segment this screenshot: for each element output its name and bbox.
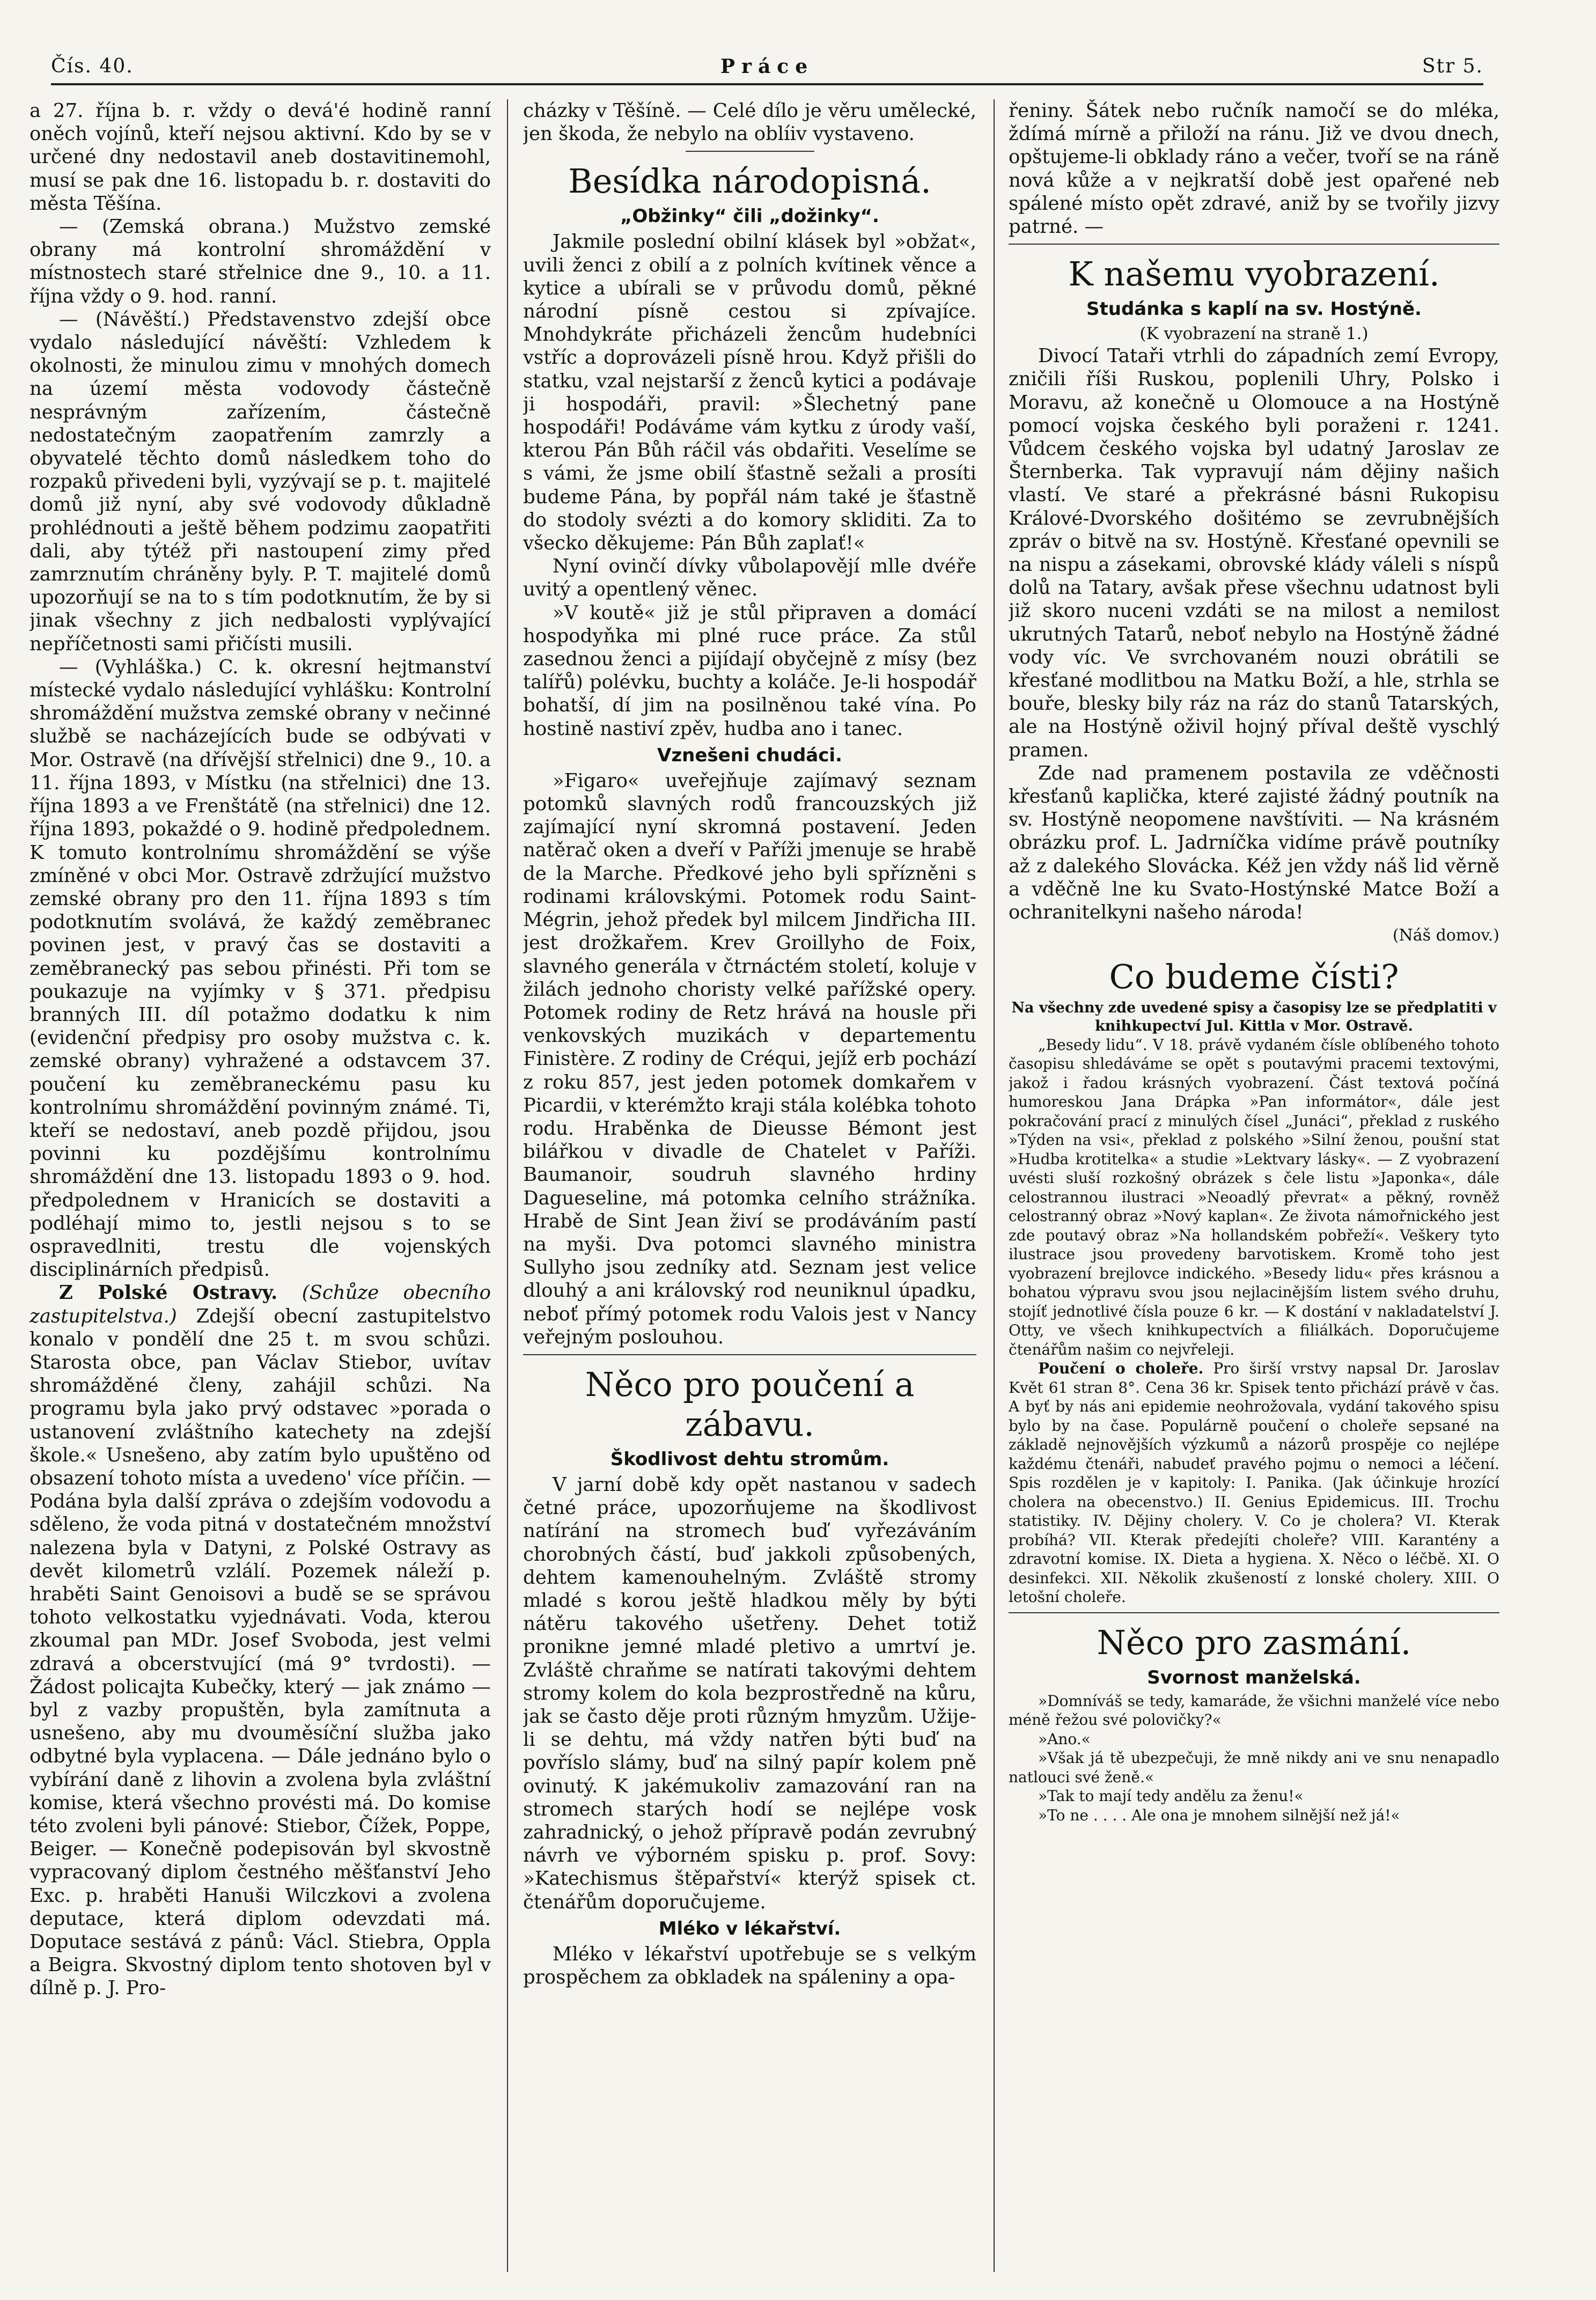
article-paragraph: — (Vyhláška.) C. k. okresní hejtmanství místecké vydalo následující vyhlášku: Kontrolní shromáždění mužstva zemské obrany v nečinné službě se nacházejících bude se odbývati v Mor. Ostravě (na dřívější střelnici) dne 9., 10. a 11. října 1893, v Místku (na střelnici) dne 13. října 1893 a ve Frenštátě (na střelnici) dne 12. října 1893, pokaždé o 9. hodině předpolednem. K tomuto kontrolnímu shromáždění se výše zmíněné v obci Mor. Ostravě zdržující mužstvo zemské obrany pro den 11. října 1893 s tím podotknutím svolává, že každý zeměbranec povinen jest, v pravý čas se dostaviti a zeměbranecký pas sebou přinésti. Při tom se poukazuje na vyjímky v § 371. předpisu branných III. díl potažmo dodatku k nim (evidenční předpisy pro osoby mužstva c. k. zemské obrany) vyhražené a odstavcem 37. poučení ku zeměbraneckému pasu ku kontrolnímu shromáždění povinným známé. Ti, kteří se nedostaví, aneb pozdě přijdou, jsou povinni ku pozdějšímu kontrolnímu shromáždění dne 13. listopadu 1893 o 9. hod. předpolednem v Hranicích se dostaviti a podléhají mimo to, jestli nejsou s to se ospravedlniti, trestu dle vojenských disciplinárních předpisů. (30, 656, 491, 1281)
review-block (1009, 1035, 1499, 1607)
article-title: Škodlivost dehtu stromům. (610, 1448, 889, 1470)
article-note: (K vyobrazení na straně 1.) (1139, 324, 1369, 344)
article-paragraph: Divocí Tataři vtrhli do západních zemí Evropy, zničili říši Ruskou, poplenili Uhry, Polsko i Moravu, až konečně u Olomouce a na Hostýně pomocí vojska českého byli poraženi r. 1241. Vůdcem českého vojska byl udatný Jaroslav ze Šternberka. Tak vypravují nám dějiny našich vlastí. Ve staré a překrásné básni Rukopisu Králové-Dvorského došitémo se zevrubnějších zpráv o bitvě na sv. Hostýně. Křesťané opevnili se na nispu a zásekami, obrovské klády váleli s níspů dolů na Tatary, avšak přese všechnu udatnost byli již skoro nuceni vzdáti se na milost a nemilost ukrutných Tatarů, neboť nebylo na Hostýně žádné vody víc. Ve svrchovaném nouzi obrátili se křesťané modlitbou na Matku Boží, a hle, strhla se bouře, blesky bily ráz na ráz do stanů Tatarských, ale na Hostýně oživil hojný příval deště vyschlý pramen. (1009, 345, 1499, 761)
article-paragraph: Nyní ovinčí dívky vůbolapovějí mlle dvéře uvitý a opentlený věnec. (523, 555, 976, 601)
newspaper-title: Práce (720, 55, 814, 78)
article-title: Vznešeni chudáci. (657, 744, 842, 766)
column-1 (30, 99, 491, 2277)
article-paragraph: a 27. října b. r. vždy o devá'é hodině ranní oněch vojínů, kteří nejsou aktivní. Kdo by se v určené dny nedostavil aneb dostavitinemohl, musí se pak dne 16. listopadu b. r. dostaviti do města Těšína. (30, 100, 491, 215)
article-paragraph: »Figaro« uveřejňuje zajímavý seznam potomků slavných rodů francouzských již zajímající nyní skromná postavení. Jeden natěrač oken a dveří v Paříži jmenuje se hrabě de la Marche. Předkové jeho byli spřízněni s rodinami královskými. Potomek rodu Saint-Mégrin, jehož předek byl milcem Jindřicha III. jest drožkařem. Krev Groillyho de Foix, slavného generála v čtrnáctém století, koluje v žilách jednoho choristy velké pařížské opery. Potomek rodiny de Retz hrává na housle při venkovských muzikách v departementu Finistère. Z rodiny de Créqui, jejíž erb pochází z roku 857, jest jeden potomek domkařem v Picardii, v kterémžto kraji stála kolébka tohoto rodu. Hraběnka de Dieusse Bémont jest bilářkou v divadle de Chatelet v Paříži. Baumanoir, soudruh slavného hrdiny Dagueseline, má potomka celního strážníka. Hrabě de Sint Jean živí se prodáváním pastí na myši. Dva potomci slavného ministra Sullyho jsou zedníky atd. Seznam jest velice dlouhý a ani královský rod neuniknul úpadku, neboť přímý potomek rodu Valois jest v Nancy veřejným poslouhou. (523, 769, 976, 1348)
column-divider (994, 99, 995, 2272)
section-title: Něco pro zasmání. (1097, 1622, 1411, 1662)
joke-line: »Ano.« (1038, 1730, 1091, 1748)
article-subheading: (Schůze obecního zastupitelstva.) (30, 1282, 491, 1327)
article-title: „Obžinky“ čili „dožinky“. (620, 205, 879, 227)
article-title: Mléko v lékařství. (658, 1917, 841, 1939)
article-paragraph: Mléko v lékařství upotřebuje se s velkým prospěchem za obkladek na spáleniny a opa- (523, 1943, 976, 1989)
joke-line: »To ne . . . . Ale ona je mnohem silnější než já!« (1038, 1806, 1400, 1824)
section-title: Co budeme čísti? (1109, 957, 1399, 996)
page-number: Str 5. (1422, 55, 1483, 77)
review-text: Pro širší vrstvy napsal Dr. Jaroslav Květ 61 stran 8°. Cena 36 kr. Spisek tento přichází právě v čas. A byť by nás ani epidemie neohrožovala, vydání takového spisu bylo by na čase. Populárně poučení o choleře sepsané na základě nejnovějších výzkumů a názorů prospěje co nejlépe každému čtenáři, nabudeť pravého pojmu o nemoci a léčení. Spis rozdělen je v kapitoly: I. Panika. (Jak účinkuje hrozící cholera na obecenstvo.) II. Genius Epidemicus. III. Trochu statistiky. IV. Dějiny cholery. V. Co je cholera? VI. Kterak probíhá? VII. Kterak předejíti choleře? VIII. Karantény a zdravotní komise. IX. Dieta a hygiena. X. Něco o léčbě. XI. O desinfekci. XII. Několik zkušeností z lonské cholery. XIII. O letošní choleře. (1009, 1360, 1499, 1606)
section-title: Něco pro poučení a zábavu. (585, 1364, 915, 1444)
section-rule (523, 1354, 976, 1355)
joke-line: »Tak to mají tedy andělu za ženu!« (1038, 1787, 1304, 1805)
subscription-note: Na všechny zde uvedené spisy a časopisy lze se předplatiti v knihkupectví Jul. Kittla v Mor. Ostravě. (1011, 999, 1497, 1034)
section-rule (1009, 1612, 1499, 1613)
article-title: Svornost manželská. (1147, 1666, 1361, 1688)
joke-block (1009, 1692, 1499, 1825)
article-paragraph: V jarní době kdy opět nastanou v sadech četné práce, upozorňujeme na škodlivost natírání na stromech buď vyřezáváním chorobných částí, buď jakkoli způsobených, dehtem kamenouhelným. Zvláště stromy mladé s korou ještě hladkou měly by býti nátěru takového ušetřeny. Dehet totiž proniknе jemné mladé pletivo a umrtví je. Zvláště chraňme se natírati takovými dehtem stromy kolem do kola bezprostředně na kůru, jak se často děje proti různým hmyzům. Užije-li se dehtu, má vždy natřen býti buď na povříslo slámy, buď na silný papír kolem pně ovinutý. K jakémukoliv zamazování ran na stromech starých hodí se nejlépe vosk zahradnický, o jehož přípravě podán zevrubný návrh ve výborném spisku p. prof. Sovy: »Katechismus štěpařství« kterýž spisek ct. čtenářům doporučujeme. (523, 1473, 976, 1913)
joke-line: »Však já tě ubezpečuji, že mně nikdy ani ve snu nenapadlo natlouci své ženě.« (1009, 1749, 1499, 1786)
article-paragraph: řeniny. Šátek nebo ručník namočí se do mléka, ždímá mírně a přiloží na ránu. Již ve dvou dnech, opštujeme-li obklady ráno a večer, tvoří se na ráně nová kůže a v nejkratší době jest opařené neb spálené místo opět zdravé, aniž by se tvořily jizvy patrné. — (1009, 100, 1499, 238)
article-paragraph (30, 1281, 491, 2000)
section-rule (1009, 244, 1499, 245)
article-text: Zdejší obecní zastupitelstvo konalo v pondělí dne 25 t. m svou schůzi. Starosta obce, pan Václav Stiebor, uvítav shromážděné členy, zahájil schůzi. Na programu byla jako prvý odstavec »porada o ustanovení zvláštního katechety na zdejší škole.« Usnešeno, aby zatím bylo upuštěno od obsazení tohoto místa a uvedeno' více příčin. — Podána byla další zpráva o zdejším vodovodu a sděleno, že voda pitná v dostatečném množství nalezena byla v Datyni, z Polské Ostravy as devět kilometrů vzlálí. Pozemek náleží p. hraběti Saint Genoisovi a budě se se správou tohoto velkostatku vyjednávati. Voda, kterou zkoumal pan MDr. Josef Svoboda, jest velmi zdravá a obcerstvující (má 9° tvrdosti). — Žádost policajta Kubečky, který — jak známo — byl z vazby propuštěn, byla zamítnuta a usnešeno, aby mu dvouměsíční služba jako odbytné byla vyplacena. — Dále jednáno bylo o vybírání daně z lihovin a zvolena byla zvláštní komise, která všechno provésti má. Do komise této zvoleni byli pánové: Stiebor, Čížek, Poppe, Beiger. — Konečně podepisován byl skvostně vypracovaný diplom čestného měšťanství Jeho Exc. p. hraběti Hanuši Wilczkovi a zvolena deputace, která diplom odevzdati má. Doputace sestává z pánů: Václ. Stiebra, Oppla a Beigra. Skvostný diplom tento shotoven byl v dílně p. J. Pro- (30, 1305, 491, 2000)
article-paragraph: »V koutě« již je stůl připraven a domácí hospodyňka mi plné ruce práce. Za stůl zasednou ženci a pijídají obyčejně z mísy (bez talířů) polévku, buchty a koláče. Je-li hospodář bohatší, dí jim na posilněnou také vína. Po hostině nastiví zpěv, hudba ano i tanec. (523, 601, 976, 740)
section-title: K našemu vyobrazení. (1068, 254, 1440, 294)
article-paragraph: Zde nad pramenem postavila ze vděčnosti křesťanů kaplička, které zajisté žádný poutník na sv. Hostýně neopomene navštíviti. — Na krásném obrázku prof. L. Jadrníčka vidíme právě poutníky až z dalekého Slovácka. Kéž jen vždy náš lid věrně a vděčně lne ku Svato-Hostýnské Matce Boží a ochranitelkyni našeho národa! (1009, 762, 1499, 924)
article-paragraph: cházky v Těšíně. — Celé dílo je věru umělecké, jen škoda, že nebylo na oblíiv vystaveno. (523, 100, 976, 145)
column-2 (523, 99, 976, 2277)
article-heading: Z Polské Ostravy. (59, 1282, 278, 1304)
column-divider (507, 99, 508, 2272)
issue-number: Čís. 40. (51, 55, 134, 77)
article-paragraph: Jakmile poslední obilní klásek byl »obžat«, uvili ženci z obilí a z polních kvítinek věnce a kytice a ubírali se v průvodu domů, pěkné národní písně cestou si zpívajíce. Mnohdykráte přicházeli žencům hudebníci vstříc a doprovázeli písně hrou. Když přišli do statku, vzal nejstarší z ženců kytici a podávaje ji hospodáři, pravil: »Šlechetný pane hospodáři! Podáváme vám kytku z úrody vaší, kterou Pán Bůh ráčil vás obdařiti. Veselíme se s vámi, že jsme obilí šťastně sežali a prosíti budeme Pána, by popřál nám také je šťastně do stodoly svézti a do komory skliditi. Za to všecko děkujeme: Pán Bůh zaplať!« (523, 231, 976, 555)
page-header (51, 51, 1483, 85)
section-rule (686, 151, 814, 152)
review-paragraph (1009, 1359, 1499, 1607)
article-paragraph: — (Zemská obrana.) Mužstvo zemské obrany má kontrolní shromáždění v místnostech staré střelnice dne 9., 10. a 11. října vždy o 9. hod. ranní. (30, 216, 491, 307)
section-title: Besídka národopisná. (568, 161, 931, 201)
review-heading: Poučení o choleře. (1038, 1360, 1204, 1377)
article-title: Studánka s kaplí na sv. Hostýně. (1086, 298, 1422, 320)
article-paragraph: — (Návěští.) Představenstvo zdejší obce vydalo následující návěští: Vzhledem k okolnosti, že minulou zimu v mnohých domech na území města vodovody částečně nesprávným zařízením, částečně nedostatečným zaopatřením zamrzly a obyvatelé těchto domů následkem toho do rozpaků přivedeni byli, vyzývají se p. t. majitelé domů již nyní, aby své vodovody důkladně prohlédnouti a ještě během podzimu zaopatřiti dali, aby týtéž při nastoupení zimy před zamrznutím chráněny byly. P. T. majitelé domů upozorňují se na to s tím podotknutím, že by si jinak všechny z jich nedbalosti vyplývající nepříčetnosti sami přičísti musili. (30, 308, 491, 655)
review-paragraph: „Besedy lidu“. V 18. právě vydaném čísle oblíbeného tohoto časopisu shledáváme se opět s poutavými pracemi textovými, jakož i řadou krásných vyobrazení. Část textová počíná humoreskou Jana Drápka »Pan informátor«, dále jest pokračování prací z minulých čísel „Junáci“, překlad z ruského »Týden na vsi«, překlad z polského »Silní ženou, poušní stat »Hudba krotitelka« a studie »Lektvary lásky«. — Z vyobrazení uvésti sluší rozkošný obrázek s čele listu »Japonka«, dále celostrannou ilustraci »Neoadlý převrat« a pěkný, rovněž celostranný obraz »Nový kaplan«. Ze života námořnického jest zde poutavý obraz »Na hollandském pobřeží«. Veškery tyto ilustrace jsou provedeny barvotiskem. Kromě toho jest vyobrazení brejlovce indického. »Besedy lidu« přes krásnou a bohatou výpravu svou jsou nejlacinějším listem svého druhu, stojíť jednotlivé čísla pouze 6 kr. — K dostání v nakladatelství J. Otty, ve všech knihkupectvích a filiálkách. Doporučujeme čtenářům našim co nejvřeleji. (1009, 1035, 1499, 1358)
column-3 (1009, 99, 1499, 2277)
joke-line: »Domníváš se tedy, kamaráde, že všichni manželé více nebo méně řežou své polovičky?« (1009, 1692, 1499, 1729)
article-source: (Náš domov.) (1392, 926, 1499, 945)
